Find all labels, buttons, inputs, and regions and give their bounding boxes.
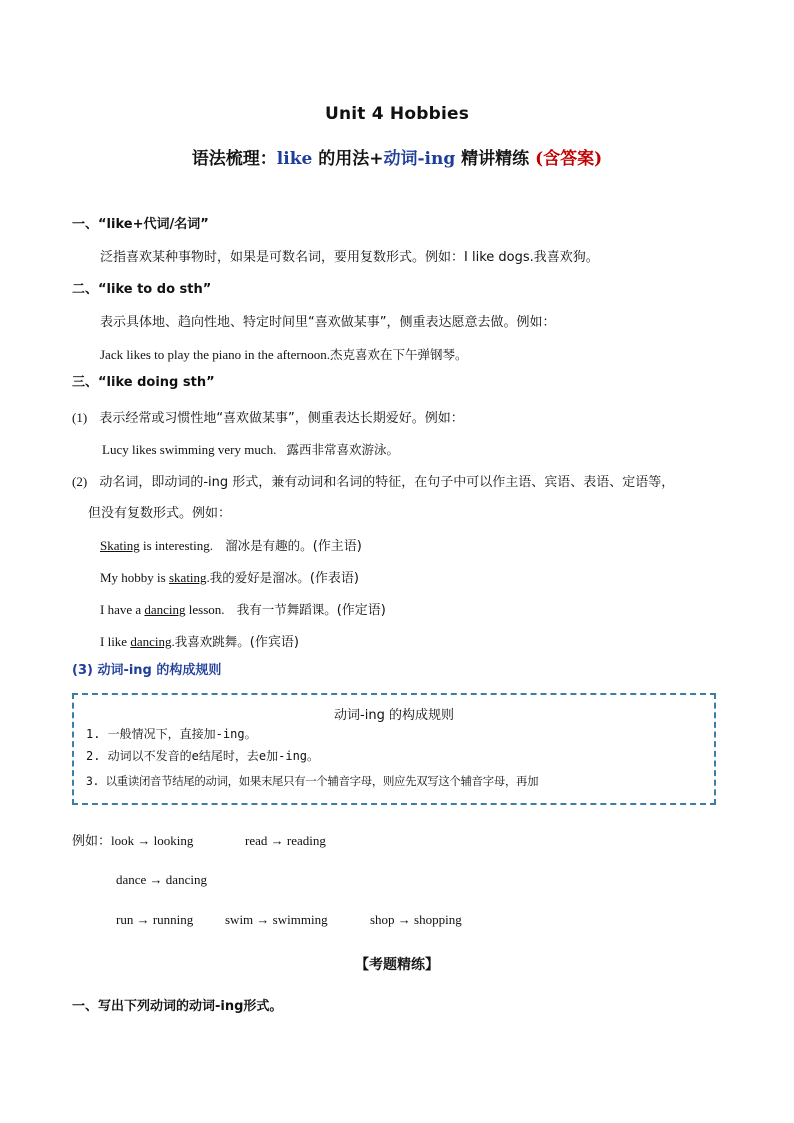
- point1-text: 表示经常或习惯性地“喜欢做某事”，侧重表达长期爱好。例如：: [99, 411, 464, 426]
- section2-body: 表示具体地、趋向性地、特定时间里“喜欢做某事”，侧重表达愿意去做。例如：: [100, 315, 556, 330]
- point2-text-continued: 但没有复数形式。例如：: [88, 506, 232, 521]
- example-object-note: (作宾语): [249, 635, 299, 650]
- example-attributive-word: dancing: [144, 602, 186, 617]
- example-dance: dance → dancing: [116, 872, 207, 887]
- example-attributive-note: (作定语): [336, 603, 386, 618]
- subtitle-prefix: 语法梳理：: [191, 149, 277, 169]
- section1-body: 泛指喜欢某种事物时，如果是可数名词，要用复数形式。例如：I like dogs.我喜欢狗。: [100, 250, 599, 265]
- rule-box: [72, 693, 716, 805]
- section2-example: [100, 346, 467, 365]
- point1-number: (1): [72, 410, 88, 425]
- section2-heading: 二、“like to do sth”: [72, 282, 212, 297]
- rule-item-2: 2. 动词以不发音的e结尾时，去e加-ing。: [86, 749, 320, 763]
- point2-number: (2): [72, 474, 88, 489]
- section3-point1: [72, 409, 464, 428]
- subtitle-answer: (含答案): [535, 149, 603, 169]
- subtitle-suffix: 精讲精练: [455, 149, 536, 169]
- example-subject: Skating is interesting. 溜冰是有趣的。(作主语): [100, 538, 362, 554]
- subtitle-verb-ing: 动词-ing: [383, 149, 456, 169]
- examples-label: 例如：: [72, 834, 112, 849]
- page-title: Unit 4 Hobbies: [324, 104, 470, 124]
- example-swim: swim → swimming: [225, 912, 328, 927]
- example-object-word: dancing: [130, 634, 172, 649]
- example-subject-note: (作主语): [312, 539, 362, 554]
- point1-example-cn: 露西非常喜欢游泳。: [286, 442, 400, 457]
- examples-row-1: [72, 832, 193, 851]
- section3-point2: [72, 473, 674, 492]
- point2-text: 动名词，即动词的-ing 形式，兼有动词和名词的特征，在句子中可以作主语、宾语、表语、定语等，: [99, 475, 675, 490]
- example-predicative-cn: 我的爱好是溜冰。: [209, 570, 310, 585]
- section2-example-cn: 杰克喜欢在下午弹钢琴。: [329, 347, 468, 362]
- exercise-header: 【考题精练】: [355, 957, 439, 973]
- example-run: run → running: [116, 912, 194, 927]
- subtitle-like: like: [276, 149, 313, 169]
- example-object: I like dancing.我喜欢跳舞。(作宾语): [100, 634, 299, 650]
- example-attributive: I have a dancing lesson. 我有一节舞蹈课。(作定语): [100, 602, 386, 618]
- example-look: look → looking: [111, 833, 194, 848]
- point1-example: [102, 441, 399, 460]
- section3-heading: 三、“like doing sth”: [72, 375, 215, 390]
- subtitle-middle: 的用法+: [312, 149, 384, 169]
- example-subject-cn: 溜冰是有趣的。: [225, 538, 313, 553]
- exercise-question-1: 一、写出下列动词的动词-ing形式。: [72, 999, 283, 1014]
- example-object-cn: 我喜欢跳舞。: [174, 634, 250, 649]
- example-predicative-note: (作表语): [309, 571, 359, 586]
- rule-box-title: 动词-ing 的构成规则: [334, 708, 454, 723]
- page-subtitle: [0, 144, 794, 169]
- example-shop: shop → shopping: [370, 912, 462, 927]
- section1-heading: 一、“like+代词/名词”: [72, 217, 209, 232]
- example-predicative: My hobby is skating.我的爱好是溜冰。(作表语): [100, 570, 359, 586]
- example-predicative-word: skating: [168, 570, 207, 585]
- point1-example-en: Lucy likes swimming very much.: [102, 442, 277, 457]
- rule-item-1: 1. 一般情况下，直接加-ing。: [86, 727, 257, 741]
- example-read: read → reading: [245, 833, 326, 848]
- example-subject-word: Skating: [100, 538, 140, 553]
- rule-item-3: 3. 以重读闭音节结尾的动词，如果末尾只有一个辅音字母，则应先双写这个辅音字母，再加: [86, 774, 539, 788]
- section2-example-en: Jack likes to play the piano in the afternoon.: [100, 347, 330, 362]
- point3-heading: (3) 动词-ing 的构成规则: [72, 663, 222, 678]
- example-attributive-cn: 我有一节舞蹈课。: [236, 602, 337, 617]
